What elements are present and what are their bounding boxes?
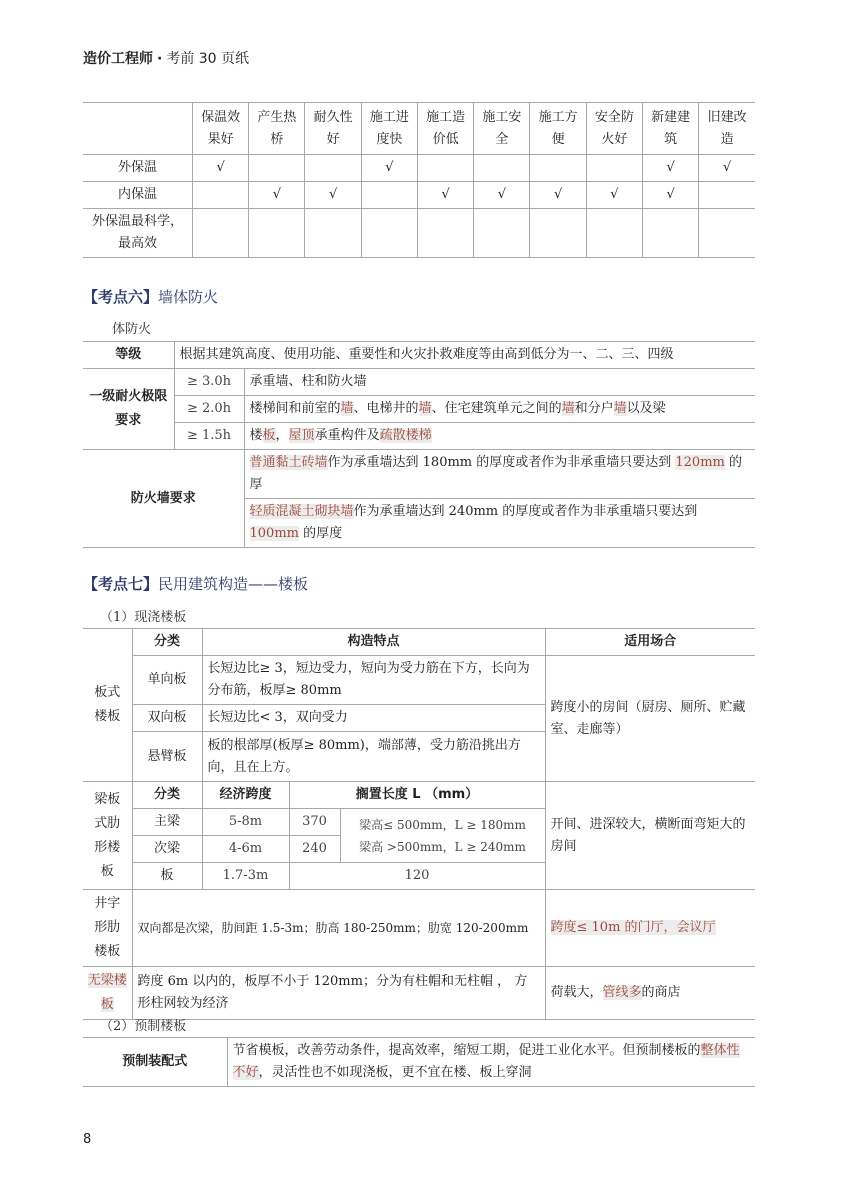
check-cell [249, 155, 305, 182]
table-row [83, 423, 755, 450]
title-bracket-open: 【 [83, 575, 99, 593]
table-row [83, 967, 755, 1020]
firewall-text [244, 450, 755, 499]
requirement-text: 承重墙、柱和防火墙 [244, 369, 755, 396]
highlight: 120mm [675, 455, 725, 470]
flat-feature: 跨度 6m 以内的，板厚不小于 120mm；分为有柱帽和无柱帽 ， 方形柱网较为经济 [132, 967, 545, 1020]
group-text: 板式楼板 [94, 685, 121, 724]
text-run: 承重构件及 [314, 428, 380, 443]
section-6-intro: 体防火 [112, 322, 152, 337]
flat-usage [545, 967, 755, 1020]
title-bracket-close: 】 [143, 575, 159, 593]
table-row [83, 209, 755, 258]
title-bracket-close: 】 [143, 288, 159, 306]
beam-length: 240 [289, 836, 340, 863]
header-dot: · [157, 51, 163, 67]
text-run: 的厚度 [298, 526, 343, 541]
precast-text [227, 1038, 755, 1087]
text-run: 、电梯井的 [353, 401, 419, 416]
header-corner [83, 103, 192, 155]
check-cell: √ [642, 155, 698, 182]
empty-cell [642, 209, 698, 258]
col-header: 施工方便 [530, 103, 586, 155]
beam-note-line: 梁高≤ 500mm，L ≥ 180mm [359, 817, 526, 832]
insulation-header-row [83, 103, 755, 155]
col-header: 施工安全 [474, 103, 530, 155]
table-row [83, 396, 755, 423]
group-text: 井字形肋楼板 [94, 896, 121, 959]
col-header: 施工进度快 [361, 103, 417, 155]
empty-cell [361, 209, 417, 258]
check-cell: √ [249, 182, 305, 209]
beam-name: 主梁 [132, 809, 202, 836]
table-row [83, 369, 755, 396]
section-7-title [83, 573, 308, 594]
highlight: 板 [262, 428, 276, 443]
table-row [83, 155, 755, 182]
text-run: 荷载大， [550, 985, 603, 1000]
highlight: 管线多 [602, 985, 642, 1000]
check-cell [305, 155, 361, 182]
text-run: 以及梁 [626, 401, 666, 416]
text-run: 节省模板，改善劳动条件，提高效率，缩短工期，促进工业化水平。但预制楼板的 [232, 1043, 701, 1058]
well-usage [545, 890, 755, 967]
category-header: 分类 [132, 629, 202, 656]
limit-value: ≥ 3.0h [174, 369, 244, 396]
text-run: ， [275, 428, 289, 443]
beam-length: 120 [289, 863, 545, 890]
well-group-label [83, 890, 132, 967]
firewall-label: 防火墙要求 [83, 450, 244, 548]
title-text: 墙体防火 [158, 288, 219, 306]
check-cell: √ [586, 182, 642, 209]
grade-text: 根据其建筑高度、使用功能、重要性和火灾扑救难度等由高到低分为一、二、三、四级 [174, 342, 755, 369]
book-title: 造价工程师 [83, 51, 153, 67]
empty-cell [586, 209, 642, 258]
book-subtitle: 考前 30 页纸 [166, 51, 250, 67]
beam-note-line: 梁高 >500mm，L ≥ 240mm [359, 839, 526, 854]
highlight: 墙 [613, 401, 627, 416]
flat-group-label [83, 967, 132, 1020]
requirement-label: 一级耐火极限要求 [83, 369, 174, 450]
page-number: 8 [83, 1132, 92, 1147]
insulation-table [83, 102, 755, 258]
col-header: 新建建筑 [642, 103, 698, 155]
highlight: 无梁楼板 [87, 973, 127, 1012]
firewall-text [244, 499, 755, 548]
slab-usage: 跨度小的房间（厨房、厕所、贮藏室、走廊等） [545, 656, 755, 782]
title-bracket-open: 【 [83, 288, 99, 306]
check-cell: √ [642, 182, 698, 209]
precast-table [83, 1037, 755, 1087]
table-row [83, 342, 755, 369]
beam-usage: 开间、进深较大，横断面弯矩大的房间 [545, 782, 755, 890]
table-row [83, 656, 755, 705]
highlight: 屋顶 [288, 428, 315, 443]
beam-header-row [83, 782, 755, 809]
highlight: 疏散楼梯 [379, 428, 432, 443]
check-cell: √ [305, 182, 361, 209]
empty-cell [474, 209, 530, 258]
requirement-text [244, 423, 755, 450]
category-header: 分类 [132, 782, 202, 809]
beam-name: 板 [132, 863, 202, 890]
title-number: 考点七 [98, 575, 144, 593]
highlight: 墙 [418, 401, 432, 416]
title-text: 民用建筑构造——楼板 [158, 575, 309, 593]
text-run: 作为承重墙达到 180mm 的厚度或者作为非承重墙只要达到 [327, 455, 676, 470]
fire-table [83, 341, 755, 548]
empty-cell [417, 209, 473, 258]
table-row [83, 450, 755, 499]
section-6-title [83, 286, 218, 307]
beam-name: 次梁 [132, 836, 202, 863]
slab-name: 双向板 [132, 705, 202, 732]
subheading-precast: （2）预制楼板 [100, 1019, 187, 1034]
highlight: 轻质混凝土砌块墙 [249, 504, 354, 519]
empty-cell [305, 209, 361, 258]
beam-group-label [83, 782, 132, 890]
precast-label: 预制装配式 [83, 1038, 227, 1087]
usage-header: 适用场合 [545, 629, 755, 656]
feature-header: 构造特点 [202, 629, 545, 656]
page-header [83, 48, 249, 68]
highlight: 跨度≤ 10m 的门厅，会议厅 [550, 920, 716, 935]
text-run: 楼 [249, 428, 263, 443]
check-cell: √ [474, 182, 530, 209]
text-run: 的厚 [249, 455, 742, 492]
text-run: 、住宅建筑单元之间的 [431, 401, 562, 416]
check-cell [417, 155, 473, 182]
rest-length-header: 搁置长度 L （mm） [289, 782, 545, 809]
slab-table [83, 628, 755, 1020]
limit-value: ≥ 2.0h [174, 396, 244, 423]
empty-cell [249, 209, 305, 258]
highlight: 整体性不好 [232, 1043, 740, 1080]
check-cell [474, 155, 530, 182]
highlight: 墙 [561, 401, 575, 416]
requirement-text [244, 396, 755, 423]
table-row [83, 182, 755, 209]
col-header: 耐久性好 [305, 103, 361, 155]
slab-name: 悬臂板 [132, 732, 202, 782]
slab-feature: 长短边比< 3，双向受力 [202, 705, 545, 732]
group-text: 梁板式肋形楼板 [94, 791, 121, 879]
text-run: ，灵活性也不如现浇板，更不宜在楼、板上穿洞 [258, 1065, 532, 1080]
slab-name: 单向板 [132, 656, 202, 705]
row-label: 外保温 [83, 155, 192, 182]
table-row [83, 890, 755, 967]
check-cell [361, 182, 417, 209]
check-cell: √ [192, 155, 248, 182]
row-label: 外保温最科学，最高效 [83, 209, 192, 258]
check-cell [586, 155, 642, 182]
col-header: 旧建改造 [699, 103, 755, 155]
subheading-cast-in-place: （1）现浇楼板 [100, 610, 187, 625]
col-header: 产生热桥 [249, 103, 305, 155]
col-header: 施工造价低 [417, 103, 473, 155]
check-cell: √ [530, 182, 586, 209]
table-row [83, 1038, 755, 1087]
grade-label: 等级 [83, 342, 174, 369]
row-label: 内保温 [83, 182, 192, 209]
empty-cell [530, 209, 586, 258]
text-run: 作为承重墙达到 240mm 的厚度或者作为非承重墙只要达到 [353, 504, 698, 519]
slab-feature: 板的根部厚(板厚≥ 80mm)，端部薄，受力筋沿挑出方向，且在上方。 [202, 732, 545, 782]
beam-span: 4-6m [202, 836, 289, 863]
limit-value: ≥ 1.5h [174, 423, 244, 450]
check-cell: √ [417, 182, 473, 209]
beam-note [340, 809, 545, 863]
empty-cell [192, 209, 248, 258]
highlight: 普通黏土砖墙 [249, 455, 328, 470]
check-cell: √ [699, 155, 755, 182]
slab-header-row [83, 629, 755, 656]
beam-span: 5-8m [202, 809, 289, 836]
slab-group-label [83, 629, 132, 782]
check-cell [192, 182, 248, 209]
check-cell [530, 155, 586, 182]
col-header: 安全防火好 [586, 103, 642, 155]
title-number: 考点六 [98, 288, 144, 306]
span-header: 经济跨度 [202, 782, 289, 809]
check-cell [699, 182, 755, 209]
highlight: 墙 [340, 401, 354, 416]
beam-span: 1.7-3m [202, 863, 289, 890]
slab-feature: 长短边比≥ 3，短边受力，短向为受力筋在下方，长向为分布筋，板厚≥ 80mm [202, 656, 545, 705]
col-header: 保温效果好 [192, 103, 248, 155]
empty-cell [699, 209, 755, 258]
well-feature: 双向都是次梁，肋间距 1.5-3m；肋高 180-250mm；肋宽 120-200mm [132, 890, 545, 967]
text-run: 楼梯间和前室的 [249, 401, 341, 416]
check-cell: √ [361, 155, 417, 182]
beam-length: 370 [289, 809, 340, 836]
text-run: 的商店 [641, 985, 681, 1000]
text-run: 和分户 [574, 401, 614, 416]
highlight: 100mm [249, 526, 299, 541]
